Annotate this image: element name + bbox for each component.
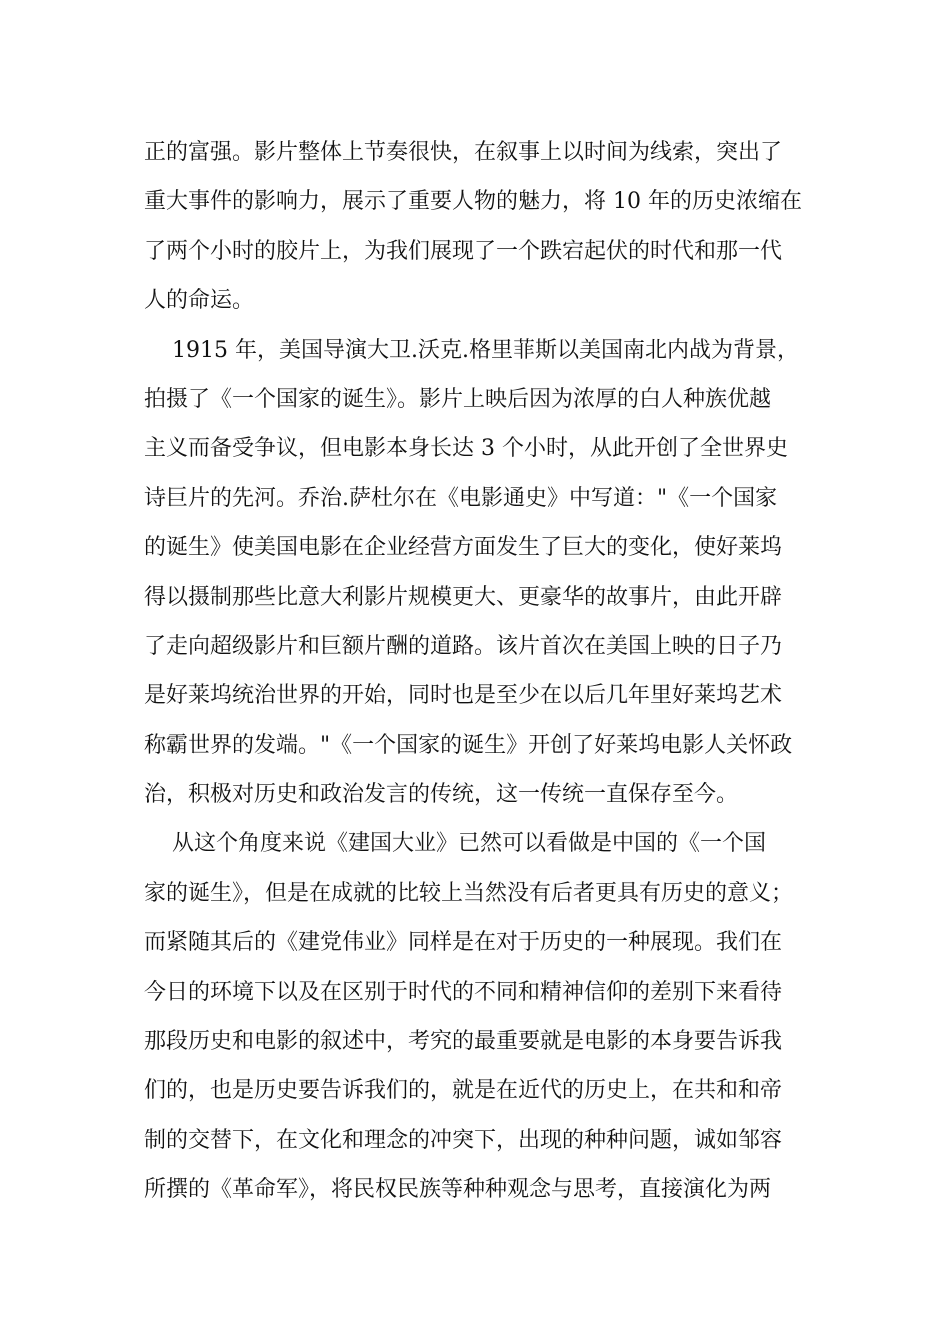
text-line: 制的交替下，在文化和理念的冲突下，出现的种种问题，诚如邹容 xyxy=(144,1127,783,1153)
paragraph-1 xyxy=(144,128,804,326)
document-page xyxy=(144,128,804,1215)
text-line: 人的命运。 xyxy=(144,288,255,314)
text-line: 诗巨片的先河。乔治.萨杜尔在《电影通史》中写道："《一个国家 xyxy=(144,485,778,511)
text-line: 得以摄制那些比意大利影片规模更大、更豪华的故事片，由此开辟 xyxy=(144,584,783,610)
text-line: 所撰的《革命军》，将民权民族等种种观念与思考，直接演化为两 xyxy=(144,1177,772,1203)
text-line: 从这个角度来说《建国大业》已然可以看做是中国的《一个国 xyxy=(144,831,766,857)
text-line: 那段历史和电影的叙述中，考究的最重要就是电影的本身要告诉我 xyxy=(144,1029,783,1055)
paragraph-3 xyxy=(144,819,804,1214)
text-line: 正的富强。影片整体上节奏很快，在叙事上以时间为线索，突出了 xyxy=(144,140,783,165)
text-line: 1915 年，美国导演大卫.沃克.格里菲斯以美国南北内战为背景， xyxy=(144,337,799,363)
paragraph-2 xyxy=(144,326,804,820)
text-line: 拍摄了《一个国家的诞生》。影片上映后因为浓厚的白人种族优越 xyxy=(144,386,772,412)
text-line: 家的诞生》，但是在成就的比较上当然没有后者更具有历史的意义； xyxy=(144,880,794,906)
text-line: 是好莱坞统治世界的开始，同时也是至少在以后几年里好莱坞艺术 xyxy=(144,683,783,709)
text-line: 们的，也是历史要告诉我们的，就是在近代的历史上，在共和和帝 xyxy=(144,1078,783,1104)
text-line: 称霸世界的发端。"《一个国家的诞生》开创了好莱坞电影人关怀政 xyxy=(144,732,793,758)
text-line: 主义而备受争议，但电影本身长达 3 个小时，从此开创了全世界史 xyxy=(144,436,788,462)
text-line: 重大事件的影响力，展示了重要人物的魅力，将 10 年的历史浓缩在 xyxy=(144,189,802,215)
text-line: 治，积极对历史和政治发言的传统，这一传统一直保存至今。 xyxy=(144,782,739,808)
text-line: 今日的环境下以及在区别于时代的不同和精神信仰的差别下来看待 xyxy=(144,979,783,1005)
text-line: 了两个小时的胶片上，为我们展现了一个跌宕起伏的时代和那一代 xyxy=(144,238,783,264)
text-line: 而紧随其后的《建党伟业》同样是在对于历史的一种展现。我们在 xyxy=(144,930,783,956)
text-line: 的诞生》使美国电影在企业经营方面发生了巨大的变化，使好莱坞 xyxy=(144,535,783,561)
text-line: 了走向超级影片和巨额片酬的道路。该片首次在美国上映的日子乃 xyxy=(144,633,783,659)
